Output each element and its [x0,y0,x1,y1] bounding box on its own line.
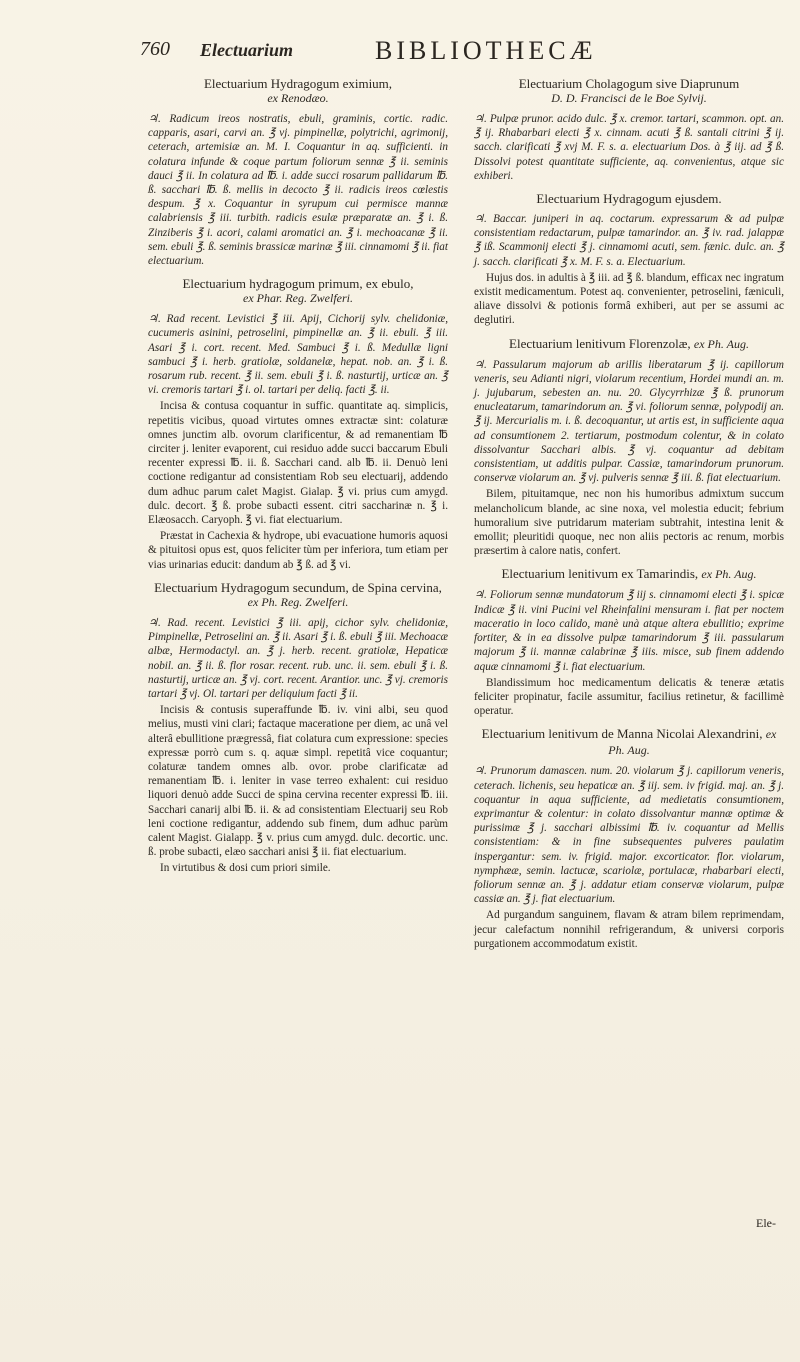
recipe-ingredients: ♃. Pulpæ prunor. acido dulc. ℥ x. cremor. tartari, scammon. opt. an. ℥ ij. Rhabarbari electi ℥ x. cinnam. acuti ℥ ß. santali citrini ℥ ij. sacch. clarificati ℥ xvj M. F. s. a. electuarium Dos. à ℥ iij. ad ℥ ß. Dissolvi potest quantitate sufficiente, aq. convenientus, atque sic exhiberi. [474,113,784,182]
recipe-usage: Præstat in Cachexia & hydrope, ubi evacuatione humoris aquosi & pituitosi opus est, quos feliciter tùm per inferiora, tum etiam per vias urinarias educit: dandum ab ℥ ß. ad ℥ vi. [148,530,448,571]
recipe [474,191,784,328]
recipe-ingredients: ♃. Passularum majorum ab arillis liberatarum ℥ ij. capillorum veneris, seu Adianti nigri, violarum recentium, Hordei mundi an. m. j. jujubarum, sebesten an. nu. 20. Glycyrrhizæ ℥ ß. prunorum enucleatarum, tamarindorum an. ℥ vi. foliorum sennæ, polypodij an. ℥ ij. Mercurialis m. i. ß. decoquantur, ut artis est, in sufficiente aqua ad consumtionem 2. tertiarum, postmodum colentur, & in colato dissolvantur Sacchari albis. ℥ vj. coquantur ad debitam consistentiam, ut additis pulpar. Cassiæ, tamarindorum prunorum. conservæ violarum an. ℥ vj. pulveris sennæ ℥ iii. ß. fiat electuarium. [474,358,784,485]
catchword: Ele- [756,1216,776,1230]
recipe [474,76,784,183]
left-column [148,76,448,884]
recipe-usage: Blandissimum hoc medicamentum delicatis & teneræ ætatis feliciter propinatur, facile assumitur, facilius retinetur, & facillimè operatur. [474,676,784,718]
page-number: 760 [140,38,170,60]
recipe-title: Electuarium Hydragogum eximium, ex Renodæo. [148,76,448,106]
recipe-source: ex Ph. Reg. Zwelferi. [247,594,349,609]
recipe-instructions: Incisa & contusa coquantur in suffic. quantitate aq. simplicis, repetitis vicibus, quoad virtutes omnes extractæ sint: colaturæ omnes junctim alb. ovorum clarificentur, & ad remanentiam ℔ circiter j. leniter evaporent, cui residuo adde succi baccarum Ebuli recenter expressi ℔. ii. ß. Sacchari cand. alb ℔. ii. Denuò leni coctione redigantur ad consistentiam Rob seu electuarij, addendo dum adhuc parum calet Magist. Gialap. ℥ vi. prius cum amygd. dulc. decort. ℥ ß. probe subacti essent. citri saccharinæ n. ℥ i. Elæosacch. Caryoph. ℥ vi. fiat electuarium. [148,400,448,527]
recipe-usage: In virtutibus & dosi cum priori simile. [160,862,331,875]
recipe-ingredients: ♃. Baccar. juniperi in aq. coctarum. expressarum & ad pulpæ consistentiam redactarum, pulpæ tamarindor. an. ℥ iv. rad. jalappæ ℥ iß. Scammonij electi ℥ j. cinnamomi acuti, sem. fænic. dulc. an. ℥ j. sacch. clarificati ℥ x. M. F. s. a. Electuarium. [474,213,784,268]
recipe [474,566,784,718]
section-heading: Electuarium [200,40,294,60]
recipe [474,336,784,559]
recipe-ingredients: ♃. Foliorum sennæ mundatorum ℥ iij s. cinnamomi electi ℥ i. spicæ Indicæ ℥ ii. vini Pucini vel Rheinfalini mensuram i. fiat per noctem maceratio in loco calido, manè unà atque altera ebullitio; exprime fortiter, & in ea dissolve pulpæ tamarindorum ℥ iii. passularum majorum ℥ ii. mannæ calabrinæ ℥ iiis. misce, sub finem addendo aquæ cinnamomi ℥ i. fiat electuarium. [474,589,784,673]
book-title: BIBLIOTHECÆ [375,36,597,65]
running-head [140,34,780,68]
recipe-ingredients: ♃. Prunorum damascen. num. 20. violarum ℥ j. capillorum veneris, ceterach. lichenis, seu hepaticæ an. ℥ iij. sem. iv frigid. maj. an. ℥ j. coquantur in aqua sufficiente, ad medietatis consumtionem, exprimantur & colentur: in colato dissolvantur mannæ optimæ & purissimæ ℥ j. sacchari albissimi ℔. iv. coquantur ad Mellis consistentiam: & in fine subsequentes pulveres paulatim inspergantur: sem. iv. frigid. major. excorticator. flor. violarum, nymphææ, semin. lactucæ, scariolæ, portulacæ, rhabarbari electi, foliorum sennæ an. ℥ j. addatur etiam conservæ violarum, pulpæ cassiæ an. ℥ j. fiat electuarium. [474,765,784,906]
recipe-title: Electuarium Cholagogum sive Diaprunum D. D. Francisci de le Boe Sylvij. [474,76,784,106]
recipe-usage: Bilem, pituitamque, nec non his humoribus admixtum succum melancholicum blande, ac sine noxa, vel molestia educit; febrium humoralium sive putridarum materiam subtrahit, intestina lenit & emollit; pleuritidi quoque, nec non aliis pectoris ac renum, morbis præsertim à calore natis, confert. [474,488,784,558]
recipe-title: Electuarium lenitivum de Manna Nicolai Alexandrini, ex Ph. Aug. [481,726,777,758]
recipe-instructions: Hujus dos. in adultis à ℥ iii. ad ℥ ß. blandum, efficax nec ingratum existit medicamentum. Potest aq. convenienter, petroselini, fæniculi, aliave dissolvi & potionis formâ exhiberi, aut per se assumi ac deglutiri. [474,271,784,327]
recipe-title: Electuarium hydragogum primum, ex ebulo, ex Phar. Reg. Zwelferi. [148,276,448,306]
recipe [148,580,448,876]
recipe [148,276,448,572]
recipe-source: ex Ph. Aug. [608,727,777,758]
recipe-source: ex Ph. Aug. [701,567,757,582]
recipe-source: ex Renodæo. [267,91,329,105]
recipe-title: Electuarium lenitivum Florenzolæ, ex Ph. Aug. [509,335,749,351]
recipe-title: Electuarium Hydragogum ejusdem. [536,191,722,207]
recipe-ingredients: ♃. Radicum ireos nostratis, ebuli, graminis, cortic. radic. capparis, asari, carvi an. ℥ vj. pimpinellæ, polytrichi, agrimonij, ceterach, artemisiæ an. M. I. Coquantur in aq. sufficienti. in colatura infunde & coque partum foliorum sennæ ℥ ii. seminis dauci ℥ ii. In colatura ad ℔. i. adde succi rosarum pallidarum ℔. ß. sacchari ℔. ß. mellis in decocto ℥ ii. radicis ireos cœlestis despum. ℥ x. Coquantur in syrupum cui permisce mannæ calabriensis ℥ iii. turbith. radicis esulæ præparatæ an. ℥ i. ß. Zinziberis ℥ i. acori, calami aromatici an. ℥ i. mechoacanæ ℥ ii. sem. ebuli ℥. ß. seminis brassicæ marinæ ℥ iii. cinnamomi ℥ ii. fiat electuarium. [148,113,449,268]
right-column [474,76,784,959]
recipe-ingredients: ♃. Rad. recent. Levistici ℥ iii. apij, cichor sylv. chelidoniæ, Pimpinellæ, Petroselini an. ℥ ii. Asari ℥ i. ß. ebuli ℥ iii. Mechoacæ albæ, Hermodactyl. an. ℥ j. herb. recent. gratiolæ, Hepaticæ nobil. an. ℥ ii. ß. flor rosar. recent. rub. unc. ii. sem. ebuli ℥ i. ß. nasturtij, urticæ an. ℥ vj. cort. recent. Arantior. unc. ℥ vj. cremoris tartari ℥ vj. Ol. tartari per deliquium facti ℥ ii. [148,616,448,700]
recipe-ingredients: ♃. Rad recent. Levistici ℥ iii. Apij, Cichorij sylv. chelidoniæ, cucumeris asinini, petroselini, pimpinellæ an. ℥ ii. ebuli. ℥ iii. Asari ℥ i. cort. recent. Med. Sambuci ℥ i. ß. Medullæ ligni sambuci ℥ i. herb. gratiolæ, soldanelæ, hepat. nob. an. ℥ i. ß. rosarum rub. recent. ℥ ii. sem. ebuli ℥ i. ß. nasturtij, urticæ an. ℥ vi. cremoris tartari ℥ i. ol. tartari per deliq. facti ℥. ii. [148,313,448,397]
recipe-title: Electuarium lenitivum ex Tamarindis, ex Ph. Aug. [501,566,757,582]
recipe-source: ex Phar. Reg. Zwelferi. [243,291,353,306]
recipe-usage: Ad purgandum sanguinem, flavam & atram bilem reprimendam, jecur calefactum nonnihil refrigerandum, & universi corporis purgationem accommodatum existit. [474,909,784,950]
recipe-source: ex Ph. Aug. [693,336,749,351]
recipe [474,726,784,951]
recipe-instructions: Incisis & contusis superaffunde ℔. iv. vini albi, seu quod melius, musti vini clari; factaque maceratione per diem, ac unâ vel alterâ ebullitione prægressâ, fiat colatura cum expressione: species expressæ porrò cum s. q. aquæ simpl. repetitâ vice coquantur; colaturæ tandem omnes alb. ovor. probe clarificatæ ad remanentiam ℔. i. leniter in vase terreo exhalent: cui residuo liquori denuò adde Succi de spina cervina recenter expressi ℔. iii. Sacchari canarij albi ℔. ii. & ad consistentiam Electuarij seu Rob leni coctione redigantur, addendo sub finem, dum adhuc parùm calent Magist. Gialapp. ℥ v. prius cum amygd. dulc. decortic. unc. ß. probe subacti, elæo sacchari anisi ℥ ii. fiat electuarium. [148,704,448,859]
recipe-source: D. D. Francisci de le Boe Sylvij. [551,91,707,105]
recipe [148,76,448,268]
recipe-title: Electuarium Hydragogum secundum, de Spina cervina, ex Ph. Reg. Zwelferi. [148,580,448,610]
